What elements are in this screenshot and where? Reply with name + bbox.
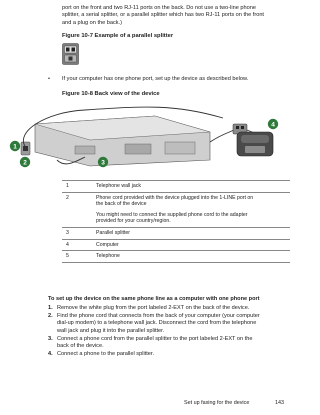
legend-line: the back of the device <box>96 201 147 208</box>
legend-line: Telephone <box>96 253 120 260</box>
svg-text:1: 1 <box>13 143 17 151</box>
legend-number: 1 <box>62 181 94 193</box>
page-number: 143 <box>275 400 284 406</box>
parallel-splitter-icon <box>62 43 79 65</box>
legend-table-body <box>62 181 290 263</box>
procedure-step <box>48 351 292 358</box>
footer-section-title: Set up faxing for the device <box>184 400 250 406</box>
legend-row <box>62 239 290 251</box>
legend-line: Phone cord provided with the device plugged into the 1-LINE port on <box>96 194 254 201</box>
callout-4 <box>268 119 278 129</box>
legend-line: Telephone wall jack <box>96 183 141 189</box>
intro-line: splitter, a serial splitter, or a parallel splitter which has two RJ-11 ports on the front <box>62 12 264 19</box>
svg-text:3: 3 <box>101 159 105 167</box>
step-number: 2. <box>48 313 53 319</box>
legend-description <box>94 251 290 263</box>
svg-text:2: 2 <box>23 159 27 167</box>
legend-description <box>94 192 290 227</box>
legend-row <box>62 251 290 263</box>
step-number: 1. <box>48 305 53 311</box>
svg-text:4: 4 <box>271 121 275 129</box>
procedure-step <box>48 336 292 351</box>
legend-line: You might need to connect the supplied phone cord to the adapter <box>96 211 248 218</box>
procedure-heading: To set up the device on the same phone line as a computer with one phone port <box>48 296 260 302</box>
device-back-view-diagram <box>5 102 285 170</box>
step-number: 3. <box>48 335 53 342</box>
step-text: Find the phone cord that connects from the back of your computer (your computer <box>57 313 260 319</box>
step-number: 4. <box>48 351 53 358</box>
procedure-step <box>48 305 292 312</box>
step-line <box>48 351 292 358</box>
step-line <box>48 328 292 335</box>
step-text: back of the device. <box>57 343 104 350</box>
legend-description <box>94 227 290 239</box>
parallel-splitter-image <box>62 43 79 65</box>
telephone-icon <box>237 132 273 156</box>
bullet-text: If your computer has one phone port, set up the device as described below. <box>62 76 249 82</box>
bullet-symbol: • <box>48 76 50 82</box>
procedure-steps <box>48 305 292 359</box>
legend-number: 4 <box>62 239 94 251</box>
step-text: Connect a phone to the parallel splitter. <box>57 351 155 358</box>
legend-number: 3 <box>62 227 94 239</box>
legend-description <box>94 181 290 193</box>
step-text: Remove the white plug from the port labeled 2-EXT on the back of the device. <box>57 305 250 311</box>
figure-10-8-caption: Figure 10-8 Back view of the device <box>62 91 160 97</box>
step-line <box>48 305 292 312</box>
callout-1 <box>10 141 20 151</box>
step-line <box>48 313 292 320</box>
legend-line: Parallel splitter <box>96 229 131 236</box>
device-icon <box>35 116 210 166</box>
legend-description <box>94 239 290 251</box>
intro-paragraph <box>62 5 292 27</box>
step-line <box>48 343 292 350</box>
step-text: Connect a phone cord from the parallel splitter to the port labeled 2-EXT on the <box>57 335 253 342</box>
legend-line: provided for your country/region. <box>96 218 171 225</box>
figure-10-7-caption: Figure 10-7 Example of a parallel splitter <box>62 33 174 39</box>
procedure-step <box>48 313 292 335</box>
legend-number: 2 <box>62 192 94 227</box>
figure-legend-table <box>62 180 290 263</box>
legend-number: 5 <box>62 251 94 263</box>
wall-jack-icon <box>21 142 30 155</box>
intro-line: port on the front and two RJ-11 ports on the back. Do not use a two-line phone <box>62 5 256 11</box>
step-text: wall jack and plug it into the parallel splitter. <box>57 327 165 334</box>
step-line <box>48 320 292 327</box>
step-text: dial-up modem) to a telephone wall jack. Disconnect the cord from the telephone <box>57 320 257 327</box>
legend-row <box>62 192 290 227</box>
intro-line: and a plug on the back.) <box>62 19 123 26</box>
legend-row <box>62 181 290 193</box>
step-line <box>48 336 292 343</box>
callout-3 <box>98 157 108 167</box>
callout-2 <box>20 157 30 167</box>
legend-line: Computer <box>96 241 119 248</box>
legend-row <box>62 227 290 239</box>
